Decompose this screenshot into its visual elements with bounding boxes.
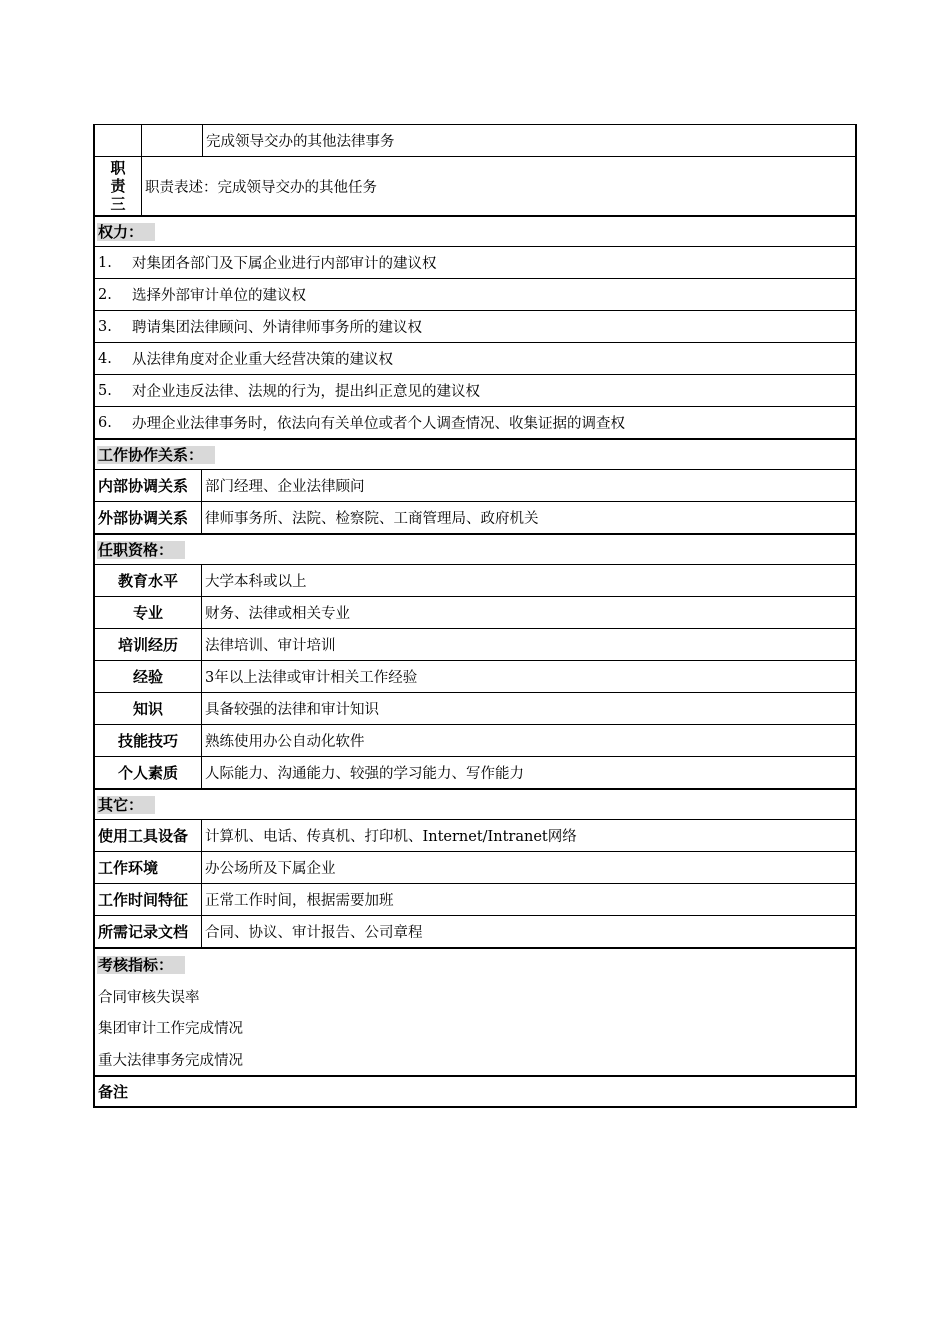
- relations-heading: 工作协作关系：: [97, 446, 215, 464]
- power-num: 6.: [98, 414, 112, 431]
- kpi-heading: 考核指标：: [97, 956, 185, 974]
- duty3-label-char: 三: [110, 195, 126, 213]
- qualification-label: 教育水平: [95, 565, 202, 596]
- qualification-value: 大学本科或以上: [205, 574, 307, 590]
- power-item: [95, 278, 855, 310]
- qualification-row: [95, 660, 855, 692]
- duty3-desc: 职责表述：完成领导交办的其他任务: [145, 179, 377, 196]
- power-text: 办理企业法律事务时，依法向有关单位或者个人调查情况、收集证据的调查权: [132, 416, 625, 432]
- relation-row: [95, 501, 855, 533]
- power-text: 对企业违反法律、法规的行为，提出纠正意见的建议权: [132, 384, 480, 400]
- duty3-label: [95, 157, 142, 215]
- relation-value: 律师事务所、法院、检察院、工商管理局、政府机关: [205, 511, 539, 527]
- other-row: [95, 851, 855, 883]
- power-item: [95, 374, 855, 406]
- duty3-top-row: [95, 124, 855, 156]
- power-item: [95, 406, 855, 438]
- kpi-item: 合同审核失误率: [98, 989, 200, 1006]
- qualifications-heading-row: [95, 533, 855, 564]
- qualification-value: 3年以上法律或审计相关工作经验: [205, 670, 418, 686]
- other-heading: 其它：: [97, 796, 155, 814]
- power-text: 聘请集团法律顾问、外请律师事务所的建议权: [132, 320, 422, 336]
- other-value: 正常工作时间，根据需要加班: [205, 893, 394, 909]
- remarks-heading: 备注: [98, 1083, 129, 1101]
- power-item: [95, 246, 855, 278]
- other-row: [95, 819, 855, 851]
- relation-label: 内部协调关系: [95, 470, 202, 501]
- qualification-row: [95, 692, 855, 724]
- other-label: 工作环境: [95, 852, 202, 883]
- relations-heading-row: [95, 438, 855, 469]
- relation-label: 外部协调关系: [95, 502, 202, 533]
- qualification-value: 人际能力、沟通能力、较强的学习能力、写作能力: [205, 766, 524, 782]
- power-item: [95, 342, 855, 374]
- other-value: 合同、协议、审计报告、公司章程: [205, 925, 423, 941]
- power-num: 2.: [98, 286, 112, 303]
- other-label: 所需记录文档: [95, 916, 202, 947]
- power-num: 1.: [98, 254, 112, 271]
- qualifications-heading: 任职资格：: [97, 541, 185, 559]
- qualification-row: [95, 628, 855, 660]
- qualification-value: 法律培训、审计培训: [205, 638, 336, 654]
- other-heading-row: [95, 788, 855, 819]
- duty3-empty-cell-a: [95, 125, 142, 156]
- duty3-empty-cell-b: [142, 125, 203, 156]
- power-num: 5.: [98, 382, 112, 399]
- power-num: 4.: [98, 350, 112, 367]
- kpi-item: 集团审计工作完成情况: [98, 1021, 243, 1038]
- duty3-top-text: 完成领导交办的其他法律事务: [206, 134, 395, 150]
- other-value: 计算机、电话、传真机、打印机、Internet/Intranet网络: [205, 829, 577, 845]
- relation-row: [95, 469, 855, 501]
- kpi-item: 重大法律事务完成情况: [98, 1052, 243, 1069]
- qualification-label: 经验: [95, 661, 202, 692]
- power-text: 对集团各部门及下属企业进行内部审计的建议权: [132, 256, 437, 272]
- qualification-row: [95, 724, 855, 756]
- qualification-label: 技能技巧: [95, 725, 202, 756]
- job-description-table: [93, 124, 857, 1108]
- qualification-row: [95, 564, 855, 596]
- duty3-label-char: 职: [110, 159, 126, 177]
- relation-value: 部门经理、企业法律顾问: [205, 479, 365, 495]
- power-text: 选择外部审计单位的建议权: [132, 288, 306, 304]
- other-label: 使用工具设备: [95, 820, 202, 851]
- qualification-value: 熟练使用办公自动化软件: [205, 734, 365, 750]
- qualification-label: 知识: [95, 693, 202, 724]
- other-value: 办公场所及下属企业: [205, 861, 336, 877]
- power-num: 3.: [98, 318, 112, 335]
- kpi-block: [95, 947, 855, 1075]
- powers-heading: 权力：: [97, 223, 155, 241]
- other-row: [95, 883, 855, 915]
- qualification-label: 个人素质: [95, 757, 202, 788]
- qualification-row: [95, 756, 855, 788]
- remarks-row: [95, 1075, 855, 1106]
- other-row: [95, 915, 855, 947]
- qualification-value: 具备较强的法律和审计知识: [205, 702, 379, 718]
- qualification-value: 财务、法律或相关专业: [205, 606, 350, 622]
- other-label: 工作时间特征: [95, 884, 202, 915]
- qualification-label: 专业: [95, 597, 202, 628]
- qualification-row: [95, 596, 855, 628]
- power-text: 从法律角度对企业重大经营决策的建议权: [132, 352, 393, 368]
- qualification-label: 培训经历: [95, 629, 202, 660]
- powers-heading-row: [95, 215, 855, 246]
- duty3-label-char: 责: [110, 177, 126, 195]
- duty3-desc-row: [95, 156, 855, 215]
- power-item: [95, 310, 855, 342]
